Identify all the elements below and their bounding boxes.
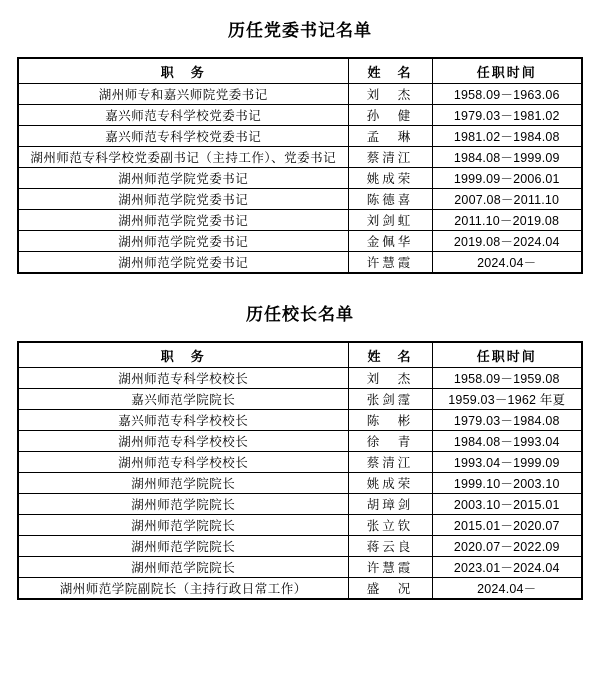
cell-name: 陈德喜	[348, 189, 432, 210]
cell-name: 孟 琳	[348, 126, 432, 147]
cell-post: 湖州师范学院院长	[18, 473, 348, 494]
cell-post: 湖州师专和嘉兴师院党委书记	[18, 84, 348, 105]
cell-name: 姚成荣	[348, 473, 432, 494]
cell-post: 湖州师范专科学校校长	[18, 368, 348, 389]
table-row	[18, 231, 582, 252]
document-page	[0, 16, 600, 680]
cell-name: 张立钦	[348, 515, 432, 536]
cell-term: 1984.08－1999.09	[432, 147, 582, 168]
cell-post: 湖州师范学院党委书记	[18, 252, 348, 274]
cell-post: 湖州师范学院院长	[18, 536, 348, 557]
cell-post: 湖州师范学院党委书记	[18, 168, 348, 189]
table-row	[18, 494, 582, 515]
column-header-term: 任职时间	[432, 58, 582, 84]
cell-post: 嘉兴师范学院院长	[18, 389, 348, 410]
cell-term: 2020.07－2022.09	[432, 536, 582, 557]
column-header-post: 职 务	[18, 342, 348, 368]
cell-name: 张剑霪	[348, 389, 432, 410]
cell-term: 1979.03－1981.02	[432, 105, 582, 126]
cell-name: 徐 青	[348, 431, 432, 452]
table-row	[18, 452, 582, 473]
cell-name: 蒋云良	[348, 536, 432, 557]
table-row	[18, 368, 582, 389]
cell-name: 姚成荣	[348, 168, 432, 189]
cell-term: 1981.02－1984.08	[432, 126, 582, 147]
cell-name: 蔡清江	[348, 452, 432, 473]
cell-name: 刘 杰	[348, 368, 432, 389]
cell-term: 1999.10－2003.10	[432, 473, 582, 494]
cell-term: 1958.09－1959.08	[432, 368, 582, 389]
table-party-secretaries	[17, 57, 583, 274]
table-row	[18, 473, 582, 494]
cell-name: 孙 健	[348, 105, 432, 126]
column-header-name: 姓 名	[348, 342, 432, 368]
cell-name: 胡璋剑	[348, 494, 432, 515]
table-row	[18, 105, 582, 126]
table-row	[18, 252, 582, 274]
cell-term: 1958.09－1963.06	[432, 84, 582, 105]
table-header-row	[18, 58, 582, 84]
table-row	[18, 126, 582, 147]
cell-term: 2024.04－	[432, 578, 582, 600]
column-header-term: 任职时间	[432, 342, 582, 368]
table-row	[18, 536, 582, 557]
cell-term: 1993.04－1999.09	[432, 452, 582, 473]
cell-post: 湖州师范学院党委书记	[18, 231, 348, 252]
cell-term: 2019.08－2024.04	[432, 231, 582, 252]
cell-post: 湖州师范专科学校校长	[18, 431, 348, 452]
cell-name: 盛 况	[348, 578, 432, 600]
table-row	[18, 189, 582, 210]
column-header-name: 姓 名	[348, 58, 432, 84]
cell-name: 许慧霞	[348, 252, 432, 274]
table-presidents	[17, 341, 583, 600]
cell-post: 嘉兴师范专科学校校长	[18, 410, 348, 431]
cell-post: 湖州师范学院副院长（主持行政日常工作）	[18, 578, 348, 600]
cell-post: 湖州师范学院党委书记	[18, 189, 348, 210]
table-row	[18, 431, 582, 452]
cell-post: 湖州师范学院院长	[18, 494, 348, 515]
cell-term: 2003.10－2015.01	[432, 494, 582, 515]
table-row	[18, 210, 582, 231]
cell-post: 湖州师范专科学校党委副书记（主持工作）、党委书记	[18, 147, 348, 168]
cell-term: 1999.09－2006.01	[432, 168, 582, 189]
table-row	[18, 557, 582, 578]
table-row	[18, 578, 582, 600]
column-header-post: 职 务	[18, 58, 348, 84]
cell-term: 2007.08－2011.10	[432, 189, 582, 210]
table-row	[18, 410, 582, 431]
table-row	[18, 389, 582, 410]
cell-post: 嘉兴师范专科学校党委书记	[18, 105, 348, 126]
cell-term: 2024.04－	[432, 252, 582, 274]
cell-term: 1959.03－1962 年夏	[432, 389, 582, 410]
cell-post: 湖州师范学院院长	[18, 557, 348, 578]
cell-term: 1984.08－1993.04	[432, 431, 582, 452]
cell-term: 2011.10－2019.08	[432, 210, 582, 231]
page-title-party-secretaries: 历任党委书记名单	[228, 21, 372, 40]
cell-name: 许慧霞	[348, 557, 432, 578]
table-row	[18, 515, 582, 536]
cell-post: 湖州师范专科学校校长	[18, 452, 348, 473]
cell-term: 1979.03－1984.08	[432, 410, 582, 431]
table-row	[18, 168, 582, 189]
cell-post: 嘉兴师范专科学校党委书记	[18, 126, 348, 147]
cell-name: 金佩华	[348, 231, 432, 252]
cell-term: 2023.01－2024.04	[432, 557, 582, 578]
cell-name: 陈 彬	[348, 410, 432, 431]
page-title-presidents: 历任校长名单	[246, 305, 354, 324]
table-header-row	[18, 342, 582, 368]
cell-term: 2015.01－2020.07	[432, 515, 582, 536]
cell-post: 湖州师范学院党委书记	[18, 210, 348, 231]
table-row	[18, 84, 582, 105]
cell-name: 蔡清江	[348, 147, 432, 168]
table-row	[18, 147, 582, 168]
cell-name: 刘 杰	[348, 84, 432, 105]
cell-name: 刘剑虹	[348, 210, 432, 231]
cell-post: 湖州师范学院院长	[18, 515, 348, 536]
